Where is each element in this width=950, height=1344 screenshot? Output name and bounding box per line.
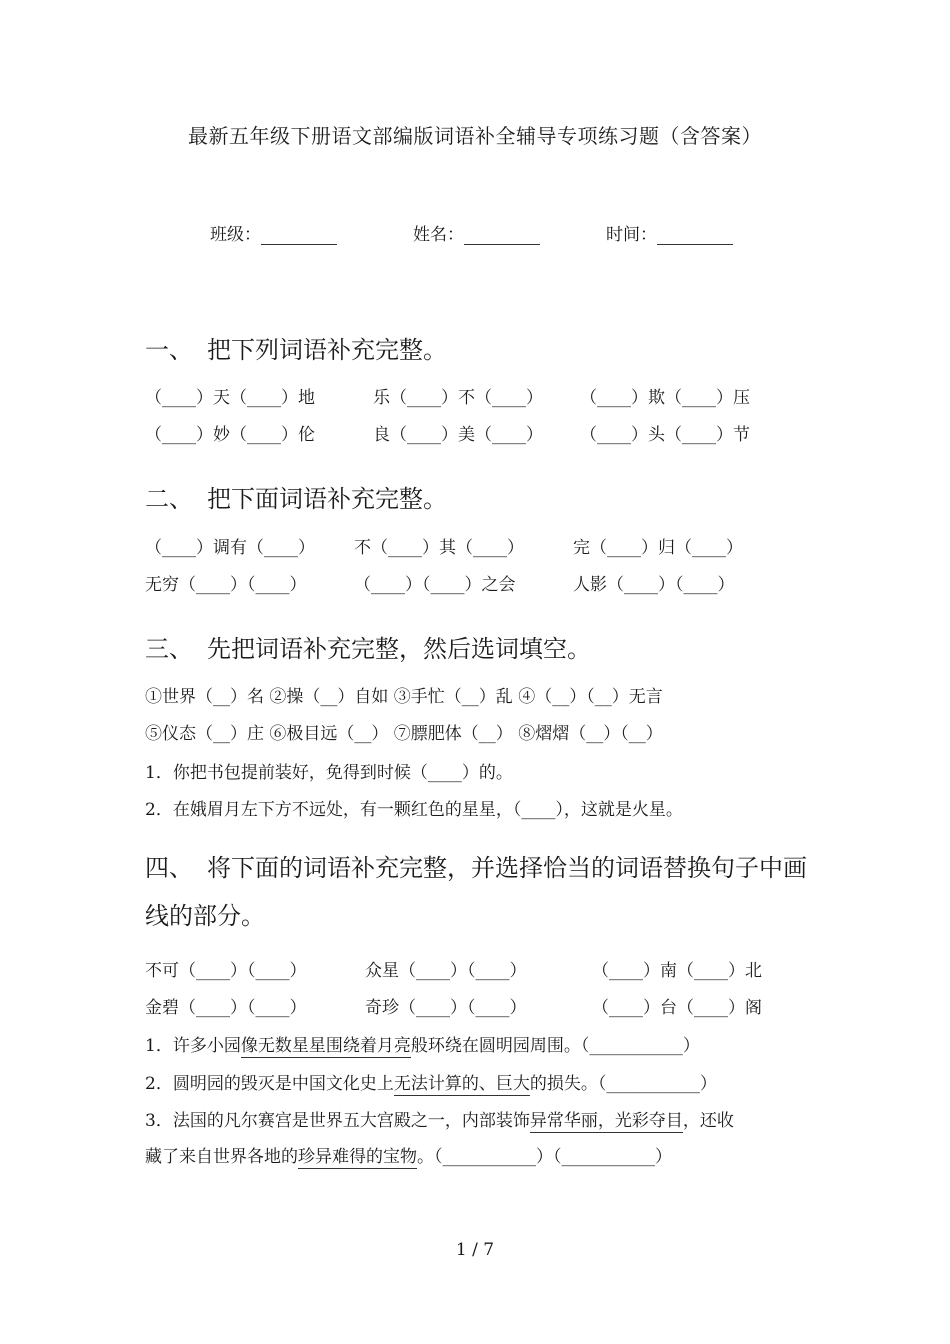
- sentence-text: ，还收: [682, 1111, 734, 1131]
- section-1-heading: [145, 330, 447, 365]
- page-number: 1 / 7: [455, 1240, 495, 1260]
- section-2-heading: [145, 479, 447, 514]
- question-sentence[interactable]: [145, 1106, 734, 1131]
- question-sentence[interactable]: 2．在娥眉月左下方不远处，有一颗红色的星星，（____），这就是火星。: [145, 800, 683, 820]
- exercise-item[interactable]: （____）天（____）地: [145, 388, 315, 408]
- class-blank[interactable]: [261, 226, 337, 245]
- section-text: 把下面词语补充完整。: [207, 485, 447, 513]
- exercise-item[interactable]: 众星（____）（____）: [365, 961, 527, 981]
- class-label: 班级：: [210, 225, 261, 245]
- question-sentence-continued[interactable]: [145, 1142, 672, 1167]
- sentence-text: 的损失。（___________）: [529, 1074, 717, 1094]
- exercise-item[interactable]: 完（____）归（____）: [573, 538, 743, 558]
- word-options-row[interactable]: ①世界（__）名 ②操（__）自如 ③手忙（__）乱 ④（__）（__）无言: [145, 687, 663, 707]
- name-label: 姓名：: [413, 225, 464, 245]
- underlined-phrase: 珍异难得的宝物: [298, 1147, 417, 1167]
- exercise-item[interactable]: （____）欺（____）压: [580, 388, 750, 408]
- section-text: 先把词语补充完整，然后选词填空。: [207, 635, 591, 663]
- sentence-text: 藏了来自世界各地的: [145, 1147, 298, 1167]
- sentence-text: 2．圆明园的毁灭是中国文化史上: [145, 1074, 394, 1094]
- exercise-item[interactable]: 金碧（____）（____）: [145, 998, 307, 1018]
- exercise-item[interactable]: （____）调有（____）: [145, 538, 315, 558]
- time-field[interactable]: [606, 220, 733, 245]
- question-sentence[interactable]: 1．你把书包提前装好，免得到时候（____）的。: [145, 763, 513, 783]
- section-4-heading: [145, 844, 815, 940]
- exercise-item[interactable]: （____）妙（____）伦: [145, 425, 315, 445]
- class-field[interactable]: [210, 220, 337, 245]
- exercise-item[interactable]: 不（____）其（____）: [354, 538, 524, 558]
- exercise-item[interactable]: （____）南（____）北: [592, 961, 762, 981]
- exercise-item[interactable]: 无穷（____）（____）: [145, 575, 307, 595]
- exercise-item[interactable]: 乐（____）不（____）: [373, 388, 543, 408]
- exercise-item[interactable]: 不可（____）（____）: [145, 961, 307, 981]
- section-number: 一、: [145, 336, 193, 364]
- name-field[interactable]: [413, 220, 540, 245]
- underlined-phrase: 异常华丽，光彩夺目: [529, 1111, 683, 1131]
- exercise-item[interactable]: 良（____）美（____）: [373, 425, 543, 445]
- exercise-item[interactable]: 奇珍（____）（____）: [365, 998, 527, 1018]
- exercise-item[interactable]: （____）（____）之会: [354, 575, 516, 595]
- section-3-heading: [145, 629, 591, 664]
- sentence-text: 3．法国的凡尔赛宫是世界五大宫殿之一，内部装饰: [145, 1111, 530, 1131]
- word-options-row[interactable]: ⑤仪态（__）庄 ⑥极目远（__） ⑦膘肥体（__） ⑧熠熠（__）（__）: [145, 724, 663, 744]
- sentence-text: 1．许多小园: [145, 1036, 241, 1056]
- section-text: 把下列词语补充完整。: [207, 336, 447, 364]
- exercise-item[interactable]: （____）台（____）阁: [592, 998, 762, 1018]
- question-sentence[interactable]: [145, 1031, 700, 1056]
- page-title: 最新五年级下册语文部编版词语补全辅导专项练习题（含答案）: [188, 124, 762, 148]
- section-number: 二、: [145, 485, 193, 513]
- question-sentence[interactable]: [145, 1069, 717, 1094]
- section-number: 四、: [145, 854, 193, 882]
- underlined-phrase: 无法计算的、巨大: [393, 1074, 530, 1094]
- name-blank[interactable]: [464, 226, 540, 245]
- sentence-text: 般环绕在圆明园周围。（___________）: [410, 1036, 700, 1056]
- underlined-phrase: 像无数星星围绕着月亮: [240, 1036, 411, 1056]
- section-text: 将下面的词语补充完整，并选择恰当的词语替换句子中画线的部分。: [145, 854, 807, 930]
- exercise-item[interactable]: （____）头（____）节: [580, 425, 750, 445]
- sentence-text: 。（___________）（___________）: [417, 1147, 672, 1167]
- exercise-item[interactable]: 人影（____）（____）: [573, 575, 735, 595]
- time-label: 时间：: [606, 225, 657, 245]
- section-number: 三、: [145, 635, 193, 663]
- time-blank[interactable]: [657, 226, 733, 245]
